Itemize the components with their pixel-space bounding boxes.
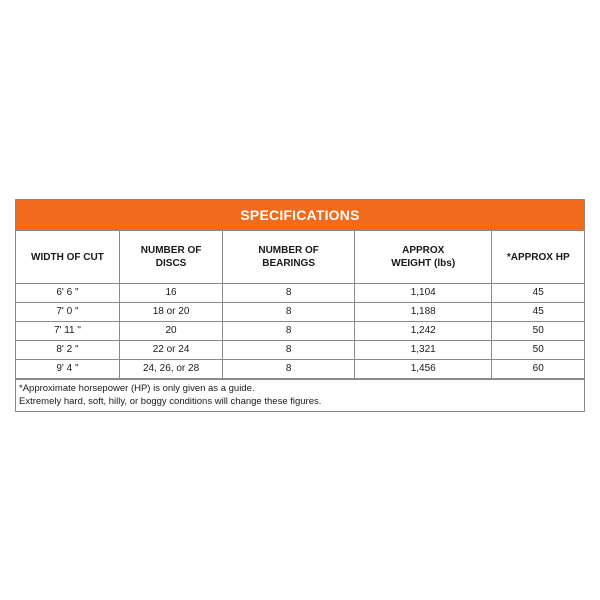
cell-number-of-bearings: 8 xyxy=(223,284,355,303)
column-header-approx-hp: *APPROX HP xyxy=(492,231,584,284)
column-header-number-of-bearings: NUMBER OF BEARINGS xyxy=(223,231,355,284)
cell-number-of-discs: 18 or 20 xyxy=(119,303,222,322)
column-header-approx-weight: APPROX WEIGHT (lbs) xyxy=(355,231,492,284)
cell-width-of-cut: 9' 4 " xyxy=(16,360,119,379)
footnote-line-1: *Approximate horsepower (HP) is only given as a guide. xyxy=(19,383,255,394)
footnote-line-2: Extremely hard, soft, hilly, or boggy conditions will change these figures. xyxy=(19,396,322,407)
table-row xyxy=(16,303,584,322)
cell-approx-weight: 1,242 xyxy=(355,322,492,341)
cell-number-of-discs: 24, 26, or 28 xyxy=(119,360,222,379)
cell-width-of-cut: 6' 6 " xyxy=(16,284,119,303)
table-row xyxy=(16,360,584,379)
cell-number-of-discs: 16 xyxy=(119,284,222,303)
cell-width-of-cut: 7' 0 " xyxy=(16,303,119,322)
cell-approx-hp: 45 xyxy=(492,303,584,322)
cell-approx-hp: 45 xyxy=(492,284,584,303)
cell-approx-hp: 60 xyxy=(492,360,584,379)
cell-width-of-cut: 7' 11 " xyxy=(16,322,119,341)
footnote xyxy=(16,379,584,411)
column-header-number-of-discs: NUMBER OF DISCS xyxy=(119,231,222,284)
cell-number-of-discs: 22 or 24 xyxy=(119,341,222,360)
column-header-width-of-cut: WIDTH OF CUT xyxy=(16,231,119,284)
cell-number-of-bearings: 8 xyxy=(223,322,355,341)
table-row xyxy=(16,284,584,303)
cell-approx-weight: 1,456 xyxy=(355,360,492,379)
cell-number-of-bearings: 8 xyxy=(223,360,355,379)
cell-approx-weight: 1,188 xyxy=(355,303,492,322)
table-title: SPECIFICATIONS xyxy=(16,200,584,231)
spec-grid xyxy=(16,231,584,379)
cell-number-of-bearings: 8 xyxy=(223,303,355,322)
cell-approx-weight: 1,104 xyxy=(355,284,492,303)
specifications-table xyxy=(15,199,585,412)
cell-width-of-cut: 8' 2 " xyxy=(16,341,119,360)
table-row xyxy=(16,341,584,360)
table-row xyxy=(16,322,584,341)
cell-number-of-discs: 20 xyxy=(119,322,222,341)
header-row xyxy=(16,231,584,284)
cell-approx-hp: 50 xyxy=(492,322,584,341)
cell-number-of-bearings: 8 xyxy=(223,341,355,360)
cell-approx-weight: 1,321 xyxy=(355,341,492,360)
cell-approx-hp: 50 xyxy=(492,341,584,360)
